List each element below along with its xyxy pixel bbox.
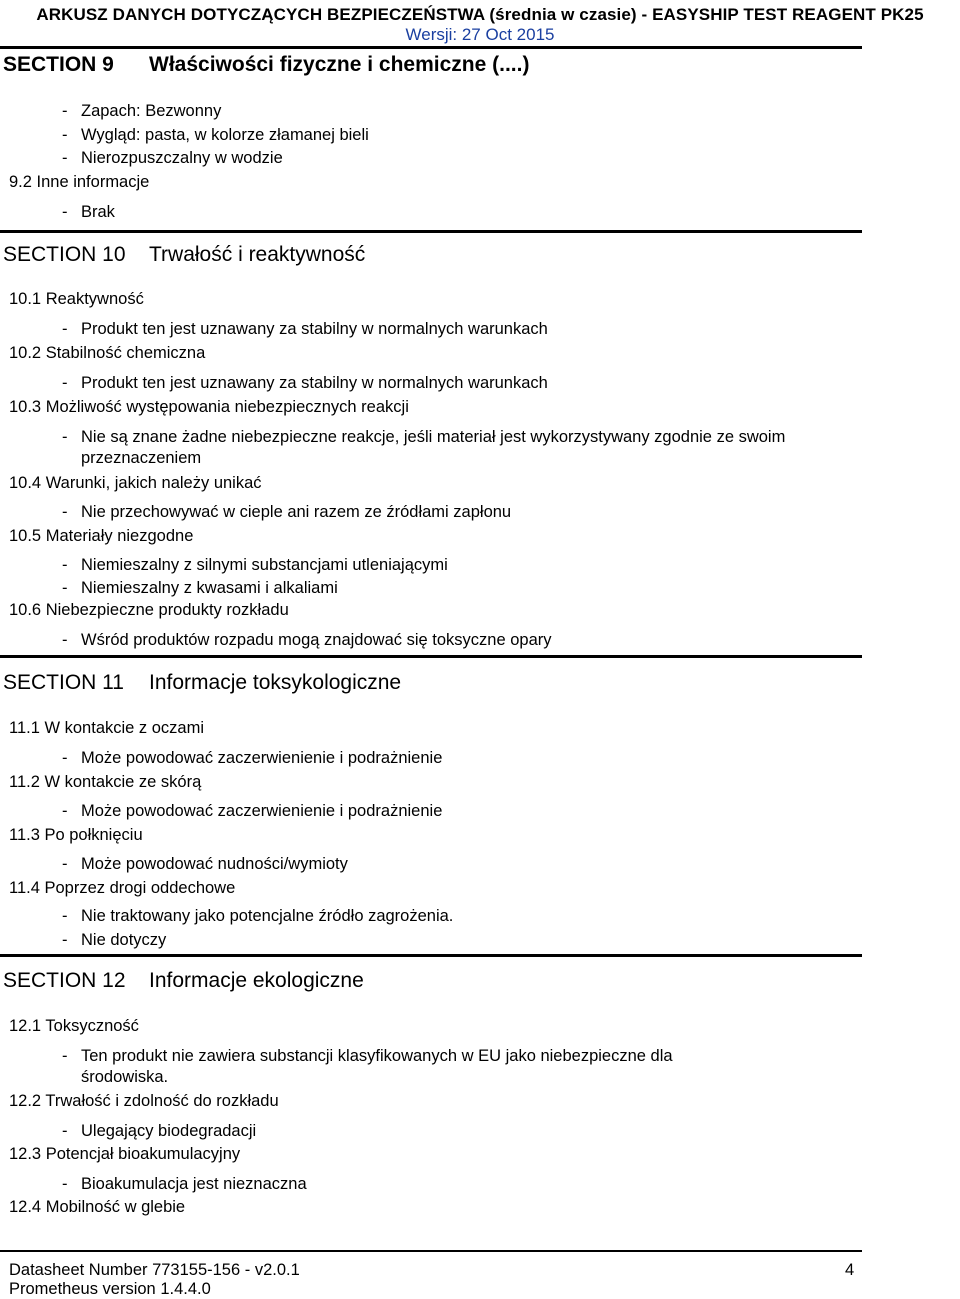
item-text: Produkt ten jest uznawany za stabilny w normalnych warunkach [81,320,548,338]
bullet-dash: - [62,320,68,338]
section-9-heading [3,53,529,77]
list-item [62,373,822,394]
subsection-heading: 10.6 Niebezpieczne produkty rozkładu [9,601,289,619]
list-item [62,427,822,469]
list-item [62,319,822,340]
list-item [62,148,822,169]
subsection-heading: 11.3 Po połknięciu [9,826,143,844]
section-title: Informacje ekologiczne [149,969,364,992]
subsection-heading: 11.1 W kontakcie z oczami [9,719,205,737]
bullet-dash: - [62,374,68,392]
section-12-heading [3,969,364,993]
bullet-dash: - [62,428,68,446]
section-number: SECTION 9 [3,53,114,76]
list-item [62,125,822,146]
section-11-heading [3,671,401,695]
bullet-dash: - [62,749,68,767]
subsection-heading: 12.4 Mobilność w glebie [9,1198,186,1216]
item-text: Może powodować zaczerwienienie i podrażnienie [81,749,443,767]
item-text: Nie przechowywać w cieple ani razem ze źródłami zapłonu [81,503,512,521]
item-text: Nie są znane żadne niebezpieczne reakcje, jeśli materiał jest wykorzystywany zgodnie ze swoim przeznaczeniem [81,428,786,467]
list-item [62,202,822,223]
subsection-heading: 10.4 Warunki, jakich należy unikać [9,474,262,492]
item-text: Może powodować zaczerwienienie i podrażnienie [81,802,443,820]
list-item [62,748,822,769]
bullet-dash: - [62,503,68,521]
datasheet-number: Datasheet Number 773155-156 - v2.0.1 [9,1261,300,1279]
section-divider [0,954,862,957]
bullet-dash: - [62,931,68,949]
version-date: Wersji: 27 Oct 2015 [405,25,555,44]
item-text: Ulegający biodegradacji [81,1122,257,1140]
list-item [62,630,822,651]
item-text: Wśród produktów rozpadu mogą znajdować się toksyczne opary [81,631,552,649]
bullet-dash: - [62,907,68,925]
item-text: Ten produkt nie zawiera substancji klasyfikowanych w EU jako niebezpieczne dla środowiska. [81,1047,673,1086]
bullet-dash: - [62,1122,68,1140]
section-title: Trwałość i reaktywność [149,243,366,266]
list-item [62,1121,822,1142]
subsection-heading: 10.2 Stabilność chemiczna [9,344,206,362]
list-item [62,1046,822,1088]
list-item [62,1174,822,1195]
bullet-dash: - [62,802,68,820]
subsection-heading: 12.2 Trwałość i zdolność do rozkładu [9,1092,279,1110]
item-text: Bioakumulacja jest nieznaczna [81,1175,307,1193]
bullet-dash: - [62,1175,68,1193]
document-title: ARKUSZ DANYCH DOTYCZĄCYCH BEZPIECZEŃSTWA (średnia w czasie) - EASYSHIP TEST REAGENT PK25 [36,5,924,24]
section-divider [0,230,862,233]
section-number: SECTION 11 [3,671,124,694]
item-text: Nie traktowany jako potencjalne źródło zagrożenia. [81,907,454,925]
bullet-dash: - [62,631,68,649]
list-item [62,502,822,523]
list-item [62,555,822,576]
bullet-dash: - [62,1047,68,1065]
bullet-dash: - [62,855,68,873]
subsection-heading: 11.4 Poprzez drogi oddechowe [9,879,236,897]
header-divider [0,46,862,49]
section-title: Informacje toksykologiczne [149,671,402,694]
bullet-dash: - [62,126,68,144]
list-item [62,101,822,122]
item-text: Niemieszalny z silnymi substancjami utleniającymi [81,556,448,574]
subsection-heading: 12.3 Potencjał bioakumulacyjny [9,1145,241,1163]
section-divider [0,655,862,658]
item-text: Nie dotyczy [81,931,167,949]
subsection-heading: 11.2 W kontakcie ze skórą [9,773,202,791]
bullet-dash: - [62,149,68,167]
bullet-dash: - [62,556,68,574]
footer-divider [0,1250,862,1252]
list-item [62,801,822,822]
section-number: SECTION 12 [3,969,126,992]
list-item [62,854,822,875]
list-item [62,930,822,951]
item-text: Niemieszalny z kwasami i alkaliami [81,579,338,597]
section-10-heading [3,243,365,267]
subsection-heading: 9.2 Inne informacje [9,173,150,191]
item-text: Wygląd: pasta, w kolorze złamanej bieli [81,126,369,144]
prometheus-version: Prometheus version 1.4.4.0 [9,1280,211,1298]
item-text: Produkt ten jest uznawany za stabilny w normalnych warunkach [81,374,548,392]
section-number: SECTION 10 [3,243,126,266]
page-number: 4 [845,1261,855,1279]
item-text: Może powodować nudności/wymioty [81,855,348,873]
bullet-dash: - [62,579,68,597]
list-item [62,906,822,927]
item-text: Brak [81,203,115,221]
subsection-heading: 10.3 Możliwość występowania niebezpiecznych reakcji [9,398,409,416]
section-title: Właściwości fizyczne i chemiczne (....) [149,53,530,76]
bullet-dash: - [62,102,68,120]
bullet-dash: - [62,203,68,221]
subsection-heading: 10.5 Materiały niezgodne [9,527,194,545]
subsection-heading: 10.1 Reaktywność [9,290,144,308]
list-item [62,578,822,599]
item-text: Zapach: Bezwonny [81,102,222,120]
subsection-heading: 12.1 Toksyczność [9,1017,139,1035]
item-text: Nierozpuszczalny w wodzie [81,149,283,167]
